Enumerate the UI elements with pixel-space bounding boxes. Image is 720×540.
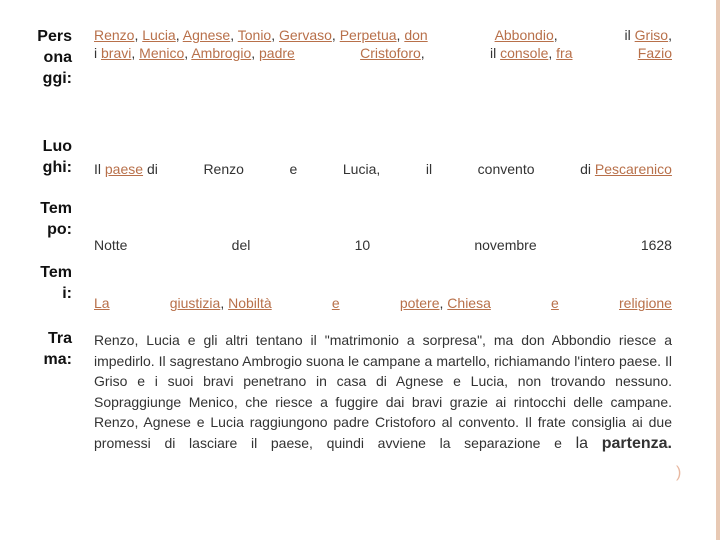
label-luoghi: Luo ghi: bbox=[42, 138, 72, 176]
personaggi-row-1: Renzo, Lucia, Agnese, Tonio, Gervaso, Perpetua, don Abbondio, il Griso, bbox=[94, 27, 672, 43]
link-bravi[interactable]: bravi bbox=[101, 45, 132, 61]
text-il-2: il bbox=[489, 45, 497, 61]
text-i: i bbox=[94, 45, 98, 61]
text-il-3: il bbox=[425, 161, 433, 177]
link-lucia[interactable]: Lucia bbox=[142, 27, 176, 43]
text-10: 10 bbox=[354, 237, 371, 253]
link-potere[interactable]: potere bbox=[399, 295, 440, 311]
text-novembre: novembre bbox=[474, 237, 537, 253]
link-nobilta[interactable]: Nobiltà bbox=[228, 295, 272, 311]
luoghi-row bbox=[94, 160, 672, 178]
link-perpetua[interactable]: Perpetua bbox=[339, 27, 397, 43]
link-abbondio[interactable]: Abbondio bbox=[494, 27, 554, 43]
link-agnese[interactable]: Agnese bbox=[182, 27, 231, 43]
text-e: e bbox=[289, 161, 298, 177]
trama-la: la bbox=[575, 434, 589, 452]
text-il: il bbox=[624, 27, 631, 43]
trama-paragraph bbox=[94, 330, 672, 454]
link-gervaso[interactable]: Gervaso bbox=[279, 27, 332, 43]
link-paese[interactable]: paese bbox=[104, 161, 144, 177]
link-la[interactable]: La bbox=[94, 295, 110, 311]
text-1628: 1628 bbox=[640, 237, 672, 253]
tempo-row bbox=[94, 236, 672, 254]
personaggi-row-2: i bravi, Menico, Ambrogio, padre Cristoforo, il console, fra Fazio bbox=[94, 45, 672, 61]
link-don[interactable]: don bbox=[404, 27, 428, 43]
link-cristoforo[interactable]: Cristoforo bbox=[360, 45, 421, 61]
link-griso[interactable]: Griso bbox=[634, 27, 669, 43]
link-religione[interactable]: religione bbox=[619, 295, 672, 311]
link-console[interactable]: console bbox=[500, 45, 549, 61]
temi-row: La giustizia, Nobiltà e potere, Chiesa e religione bbox=[94, 295, 672, 311]
label-personaggi: Pers ona ggi: bbox=[37, 28, 72, 87]
trama-text: Renzo, Lucia e gli altri tentano il "matrimonio a sorpresa", ma don Abbondio riesce a impedirlo. Il sagrestano Ambrogio suona le campane a martello, richiamando l'intero paese. Il Griso e i suoi bravi penetrano in casa di Agnese e Lucia, non trovando nessuno. Sopraggiunge Menico, che riesce a fuggire dai bravi grazie ai rintocchi delle campane. Renzo, Agnese e Lucia raggiungono padre Cristoforo al convento. Il frate consiglia ai due promessi di lasciare il paese, quindi avviene la separazione e bbox=[94, 332, 672, 451]
text-il-luoghi: Il bbox=[94, 161, 101, 177]
link-giustizia[interactable]: giustizia bbox=[169, 295, 221, 311]
label-trama: Tra ma: bbox=[43, 330, 72, 368]
link-padre[interactable]: padre bbox=[259, 45, 295, 61]
link-fra[interactable]: fra bbox=[556, 45, 573, 61]
text-lucia: Lucia, bbox=[342, 161, 381, 177]
text-renzo: Renzo bbox=[203, 161, 244, 177]
link-chiesa[interactable]: Chiesa bbox=[447, 295, 491, 311]
decorative-bracket: ) bbox=[676, 464, 682, 481]
text-notte: Notte bbox=[94, 237, 128, 253]
link-e-1[interactable]: e bbox=[331, 295, 340, 311]
right-border bbox=[716, 0, 720, 540]
label-tempo: Tem po: bbox=[40, 200, 72, 238]
link-renzo[interactable]: Renzo bbox=[94, 27, 135, 43]
link-fazio[interactable]: Fazio bbox=[637, 45, 672, 61]
link-ambrogio[interactable]: Ambrogio bbox=[191, 45, 252, 61]
text-convento: convento bbox=[477, 161, 535, 177]
text-di-2: di bbox=[580, 161, 591, 177]
link-menico[interactable]: Menico bbox=[139, 45, 185, 61]
link-pescarenico[interactable]: Pescarenico bbox=[594, 161, 672, 177]
text-del: del bbox=[231, 237, 251, 253]
link-e-2[interactable]: e bbox=[551, 295, 559, 311]
label-temi: Tem i: bbox=[40, 264, 72, 302]
link-tonio[interactable]: Tonio bbox=[237, 27, 272, 43]
text-di: di bbox=[146, 161, 158, 177]
trama-partenza: partenza. bbox=[601, 434, 672, 452]
